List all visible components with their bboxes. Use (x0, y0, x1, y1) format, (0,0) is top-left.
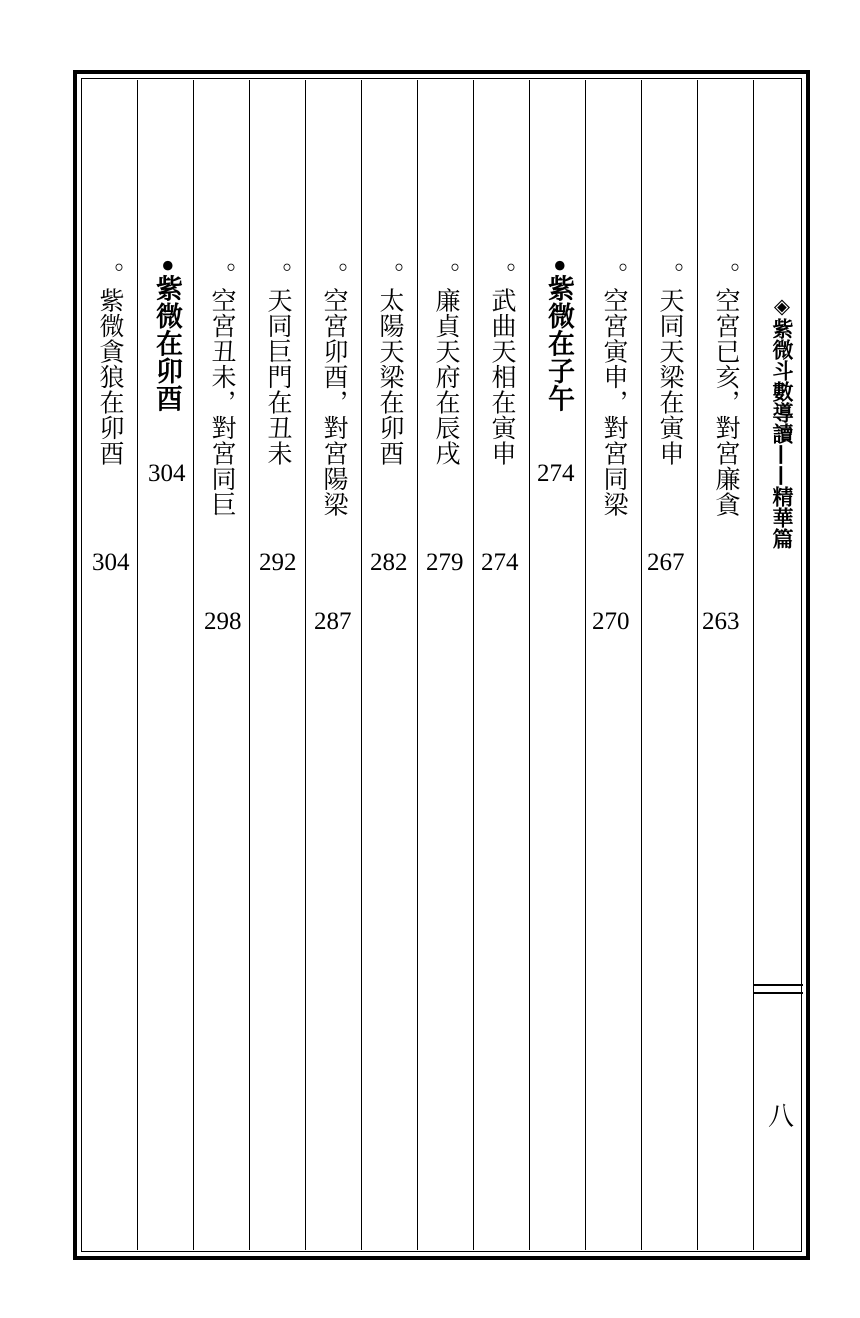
column-divider (753, 80, 754, 1250)
column-divider (641, 80, 642, 1250)
header-rule (753, 992, 803, 994)
column-divider (585, 80, 586, 1250)
toc-entry-section (531, 257, 585, 412)
column-divider (473, 80, 474, 1250)
toc-entry-title: 。空宮已亥，對宮廉貪 (712, 262, 741, 517)
toc-entry-section (139, 257, 193, 412)
toc-entry-page: 279 (426, 549, 464, 576)
header-rule (753, 984, 803, 986)
column-divider (417, 80, 418, 1250)
toc-entry-title: 。太陽天梁在卯酉 (376, 262, 405, 466)
toc-entry (83, 262, 137, 466)
toc-entry (587, 262, 641, 517)
toc-section-title: •紫微在子午 (543, 257, 574, 413)
column-divider (697, 80, 698, 1250)
toc-entry-page: 298 (204, 608, 242, 635)
column-divider (305, 80, 306, 1250)
toc-entry-title: 。廉貞天府在辰戌 (432, 262, 461, 466)
toc-entry-page: 282 (370, 549, 408, 576)
column-divider (193, 80, 194, 1250)
toc-section-title: •紫微在卯酉 (151, 257, 182, 413)
toc-entry (475, 262, 529, 466)
toc-entry (195, 262, 249, 517)
toc-entry-title: 。武曲天相在寅申 (488, 262, 517, 466)
toc-entry-title: 。天同天梁在寅申 (656, 262, 685, 466)
toc-entry (643, 262, 697, 466)
toc-entry-page: 274 (481, 549, 519, 576)
toc-entry-page: 267 (647, 549, 685, 576)
toc-entry-title: 。空宮寅申，對宮同梁 (600, 262, 629, 517)
toc-entry-page: 304 (92, 549, 130, 576)
toc-entry (251, 262, 305, 466)
toc-entry-page: 304 (148, 460, 186, 487)
toc-entry-title: 。空宮丑未，對宮同巨 (208, 262, 237, 517)
page-frame-inner (81, 78, 802, 1252)
toc-entry (419, 262, 473, 466)
toc-entry-page: 270 (592, 608, 630, 635)
toc-entry-page: 274 (537, 460, 575, 487)
toc-entry-page: 292 (259, 549, 297, 576)
toc-entry (699, 262, 753, 517)
column-divider (137, 80, 138, 1250)
toc-entry-page: 287 (314, 608, 352, 635)
toc-entry (363, 262, 417, 466)
column-divider (529, 80, 530, 1250)
toc-entry (307, 262, 361, 517)
toc-entry-title: 。空宮卯酉，對宮陽梁 (320, 262, 349, 517)
column-divider (361, 80, 362, 1250)
book-title: ◈紫微斗數導讀——精華篇 (770, 294, 794, 549)
toc-entry-title: 。天同巨門在丑未 (264, 262, 293, 466)
column-divider (249, 80, 250, 1250)
toc-entry-page: 263 (702, 608, 740, 635)
folio-page-number: 八 (767, 1102, 794, 1132)
toc-entry-title: 。紫微貪狼在卯酉 (96, 262, 125, 466)
